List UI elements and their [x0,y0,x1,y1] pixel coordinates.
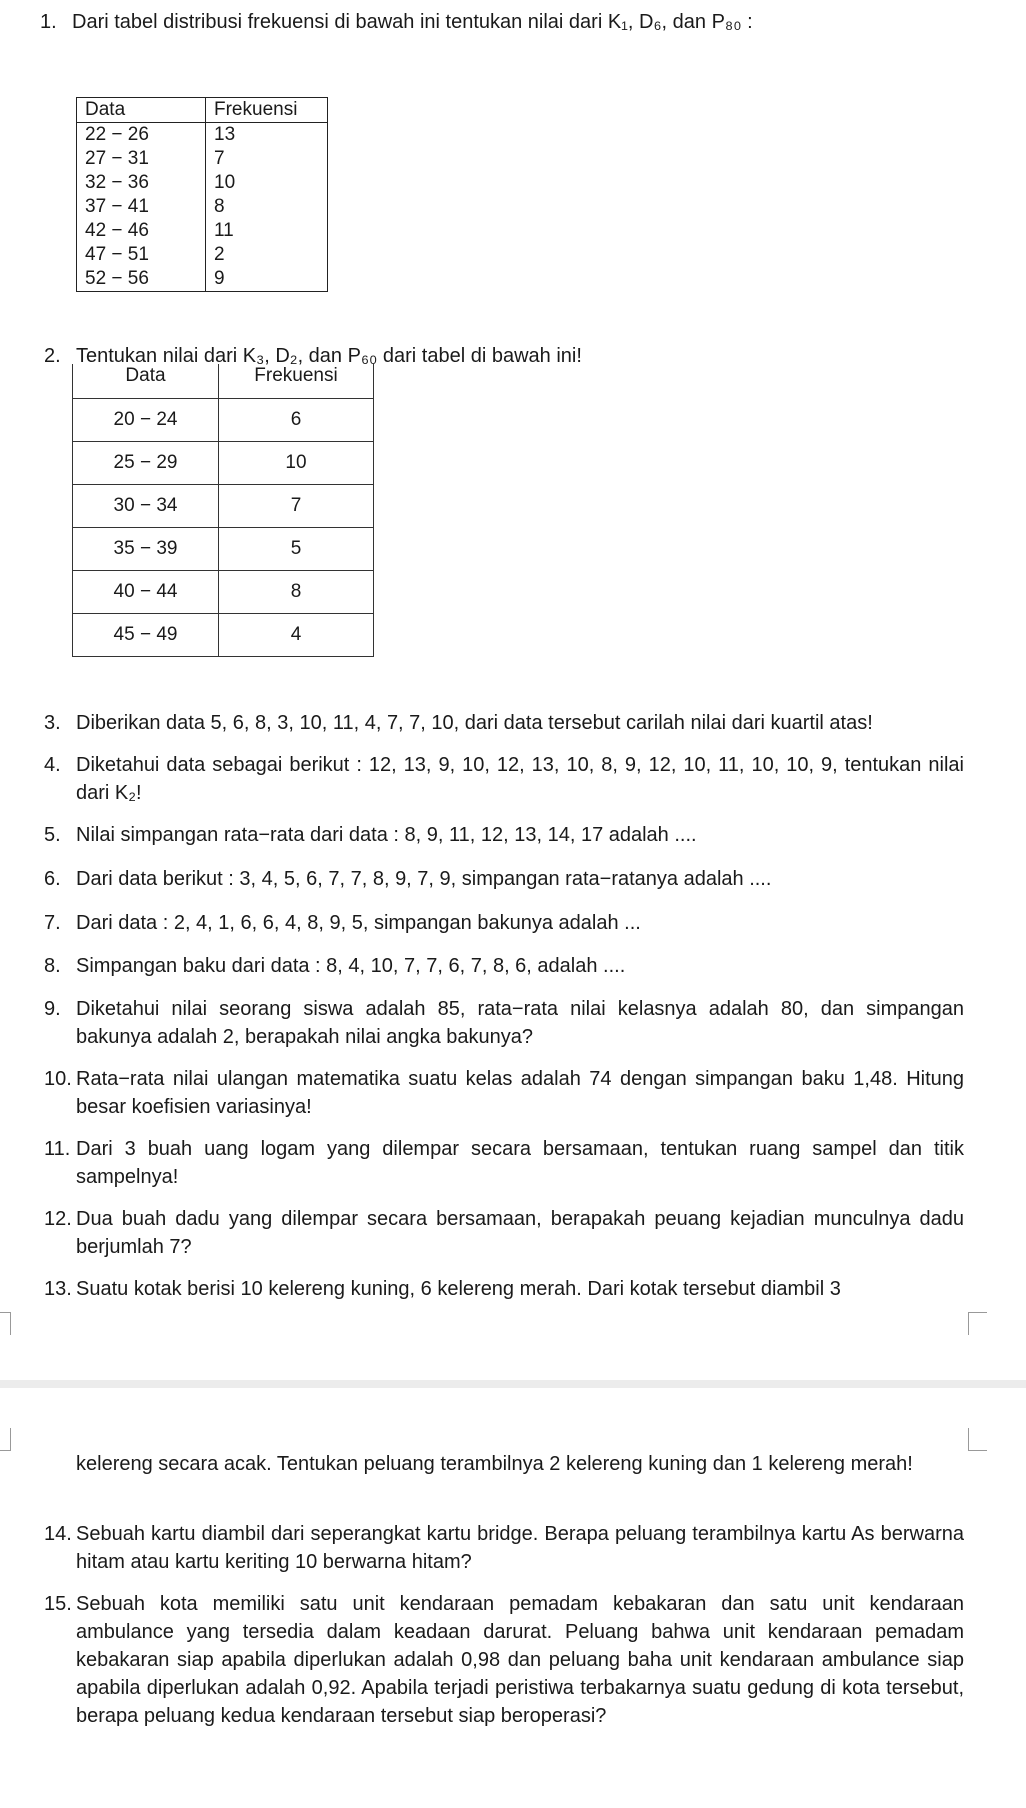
question-number: 11. [44,1138,71,1160]
cell-data: 35 − 39 [73,528,219,571]
question-number: 12. [44,1208,72,1230]
cell-frequency: 9 [206,267,328,292]
question-text: Tentukan nilai dari K₃, D₂, dan P₆₀ dari tabel di bawah ini! [76,345,582,367]
cell-frequency: 10 [206,171,328,195]
question-4 [44,751,964,807]
question-text: Dari tabel distribusi frekuensi di bawah ini tentukan nilai dari K₁, D₆, dan P₈₀ : [72,11,753,33]
question-text: Diketahui data sebagai berikut : 12, 13, 9, 10, 12, 13, 10, 8, 9, 12, 10, 11, 10, 10, 9, tentukan nilai dari K₂! [76,754,964,804]
table-row [77,267,328,292]
question-text: Nilai simpangan rata−rata dari data : 8, 9, 11, 12, 13, 14, 17 adalah .... [76,824,697,846]
question-8 [44,952,964,980]
question-text: Dari 3 buah uang logam yang dilempar secara bersamaan, tentukan ruang sampel dan titik sampelnya! [76,1138,964,1188]
table-row [73,485,374,528]
header-frekuensi: Frekuensi [219,364,374,399]
question-number: 6. [44,868,61,890]
question-number: 5. [44,824,61,846]
table-row [77,195,328,219]
cell-frequency: 7 [206,147,328,171]
question-15 [44,1590,964,1730]
table-header-row [73,364,374,399]
cell-frequency: 6 [219,399,374,442]
cell-data: 25 − 29 [73,442,219,485]
cell-frequency: 5 [219,528,374,571]
question-14 [44,1520,964,1576]
header-data: Data [77,98,206,123]
header-data: Data [73,364,219,399]
table-row [73,442,374,485]
question-7 [44,909,964,937]
question-number: 4. [44,754,61,776]
cell-frequency: 7 [219,485,374,528]
frequency-table-2 [72,364,374,657]
table-row [77,219,328,243]
frequency-table-1 [76,97,328,292]
table-row [77,243,328,267]
question-text: Dua buah dadu yang dilempar secara bersamaan, berapakah peuang kejadian munculnya dadu berjumlah 7? [76,1208,964,1258]
question-5 [44,821,964,849]
question-text: Diberikan data 5, 6, 8, 3, 10, 11, 4, 7, 7, 10, dari data tersebut carilah nilai dari kuartil atas! [76,712,873,734]
question-13 [44,1275,964,1303]
cell-data: 30 − 34 [73,485,219,528]
cell-data: 32 − 36 [77,171,206,195]
question-text: Dari data berikut : 3, 4, 5, 6, 7, 7, 8, 9, 7, 9, simpangan rata−ratanya adalah .... [76,868,772,890]
question-13-continued [44,1450,964,1478]
cell-data: 20 − 24 [73,399,219,442]
question-6 [44,865,964,893]
question-number: 3. [44,712,61,734]
table-row [77,171,328,195]
page-corner-mark [968,1312,987,1335]
page-corner-mark [968,1428,987,1451]
question-text: Dari data : 2, 4, 1, 6, 6, 4, 8, 9, 5, simpangan bakunya adalah ... [76,912,641,934]
question-text: Simpangan baku dari data : 8, 4, 10, 7, 7, 6, 7, 8, 6, adalah .... [76,955,626,977]
page-corner-mark [0,1428,11,1451]
question-text: Sebuah kota memiliki satu unit kendaraan pemadam kebakaran dan satu unit kendaraan ambulance yang tersedia dalam keadaan darurat. Peluang bahwa unit kendaraan pemadam kebakaran siap apabila diperlukan adalah 0,98 dan peluang baha unit kendaraan ambulance siap apabila diperlukan adalah 0,92. Apabila terjadi peristiwa terbakarnya suatu gedung di kota tersebut, berapa peluang kedua kendaraan tersebut siap beroperasi? [76,1593,964,1727]
cell-frequency: 2 [206,243,328,267]
cell-data: 42 − 46 [77,219,206,243]
table-row [73,571,374,614]
question-number: 15. [44,1593,72,1615]
question-number: 7. [44,912,61,934]
cell-data: 22 − 26 [77,123,206,148]
question-12 [44,1205,964,1261]
question-text: kelereng secara acak. Tentukan peluang terambilnya 2 kelereng kuning dan 1 kelereng merah! [76,1453,913,1475]
table-row [77,123,328,148]
table-row [73,399,374,442]
question-number: 8. [44,955,61,977]
cell-data: 37 − 41 [77,195,206,219]
question-text: Rata−rata nilai ulangan matematika suatu kelas adalah 74 dengan simpangan baku 1,48. Hitung besar koefisien variasinya! [76,1068,964,1118]
page-2 [0,1388,1026,1808]
cell-data: 27 − 31 [77,147,206,171]
page-separator [0,1380,1026,1388]
question-number: 2. [44,345,61,367]
cell-frequency: 10 [219,442,374,485]
question-9 [44,995,964,1051]
cell-frequency: 8 [206,195,328,219]
question-text: Sebuah kartu diambil dari seperangkat kartu bridge. Berapa peluang terambilnya kartu As berwarna hitam atau kartu keriting 10 berwarna hitam? [76,1523,964,1573]
question-number: 14. [44,1523,72,1545]
question-10 [44,1065,964,1121]
table-row [73,528,374,571]
cell-data: 47 − 51 [77,243,206,267]
question-text: Suatu kotak berisi 10 kelereng kuning, 6 kelereng merah. Dari kotak tersebut diambil 3 [76,1278,841,1300]
cell-frequency: 4 [219,614,374,657]
cell-data: 52 − 56 [77,267,206,292]
question-number: 9. [44,998,61,1020]
question-number: 10. [44,1068,72,1090]
question-11 [44,1135,964,1191]
cell-data: 40 − 44 [73,571,219,614]
question-3 [44,709,964,737]
question-1 [40,8,1000,36]
cell-frequency: 11 [206,219,328,243]
page-corner-mark [0,1312,11,1335]
cell-frequency: 8 [219,571,374,614]
cell-frequency: 13 [206,123,328,148]
header-frekuensi: Frekuensi [206,98,328,123]
question-text: Diketahui nilai seorang siswa adalah 85, rata−rata nilai kelasnya adalah 80, dan simpangan bakunya adalah 2, berapakah nilai angka bakunya? [76,998,964,1048]
question-number: 13. [44,1278,72,1300]
table-row [77,147,328,171]
question-number: 1. [40,11,57,33]
table-header-row [77,98,328,123]
cell-data: 45 − 49 [73,614,219,657]
table-row [73,614,374,657]
